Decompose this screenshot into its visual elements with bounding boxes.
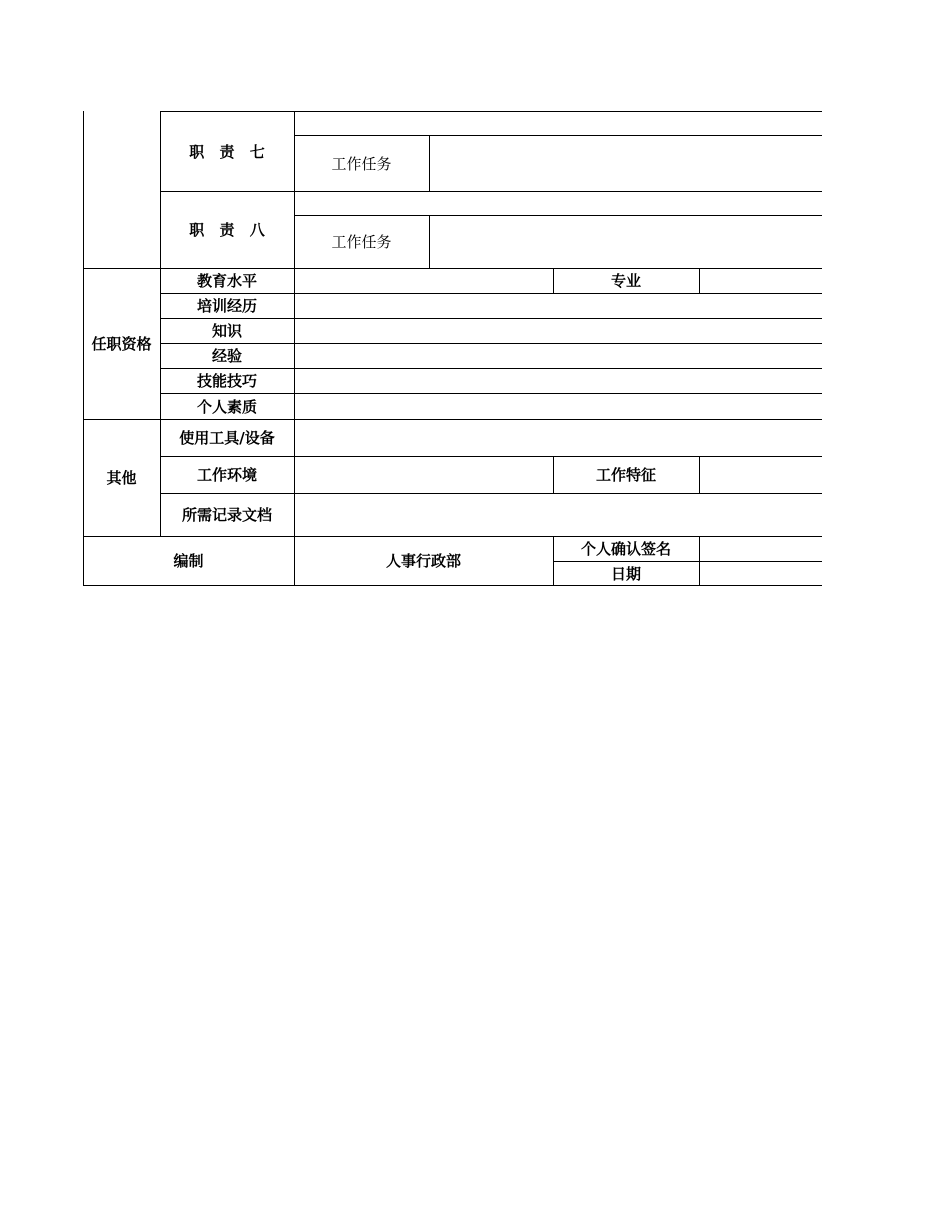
- experience-label: 经验: [211, 347, 242, 365]
- duty-seven-title: 职 责 七: [189, 142, 270, 161]
- grid-line: [83, 585, 822, 586]
- department-name: 人事行政部: [385, 552, 461, 570]
- other-title: 其他: [106, 469, 137, 487]
- signature-label: 个人确认签名: [580, 540, 671, 558]
- prepared-by-label: 编制: [173, 552, 204, 570]
- skills-value-cell[interactable]: [294, 368, 822, 393]
- environment-label: 工作环境: [196, 466, 257, 484]
- education-label: 教育水平: [196, 272, 257, 290]
- duty-seven-content-cell[interactable]: [294, 111, 822, 135]
- personal-quality-value-cell[interactable]: [294, 393, 822, 419]
- characteristics-label: 工作特征: [595, 466, 656, 484]
- duty-eight-title: 职 责 八: [189, 221, 270, 239]
- training-label: 培训经历: [196, 297, 257, 315]
- date-label: 日期: [610, 564, 641, 583]
- skills-label: 技能技巧: [196, 372, 257, 390]
- major-value-cell[interactable]: [699, 268, 822, 293]
- characteristics-value-cell[interactable]: [699, 456, 822, 493]
- date-value-cell[interactable]: [699, 561, 822, 585]
- tools-label: 使用工具/设备: [179, 429, 275, 447]
- tools-value-cell[interactable]: [294, 419, 822, 456]
- records-value-cell[interactable]: [294, 493, 822, 536]
- knowledge-value-cell[interactable]: [294, 318, 822, 343]
- major-label: 专业: [610, 272, 641, 290]
- experience-value-cell[interactable]: [294, 343, 822, 368]
- records-label: 所需记录文档: [181, 506, 272, 524]
- personal-quality-label: 个人素质: [196, 397, 257, 416]
- duty-seven-task-cell[interactable]: [429, 135, 822, 191]
- qualifications-title: 任职资格: [91, 335, 152, 353]
- duty-seven-task-label: 工作任务: [331, 154, 392, 173]
- environment-value-cell[interactable]: [294, 456, 553, 493]
- duty-eight-task-cell[interactable]: [429, 215, 822, 268]
- duty-eight-content-cell[interactable]: [294, 191, 822, 215]
- signature-value-cell[interactable]: [699, 536, 822, 561]
- duty-eight-task-label: 工作任务: [331, 233, 392, 251]
- education-value-cell[interactable]: [294, 268, 553, 293]
- training-value-cell[interactable]: [294, 293, 822, 318]
- knowledge-label: 知识: [211, 322, 242, 340]
